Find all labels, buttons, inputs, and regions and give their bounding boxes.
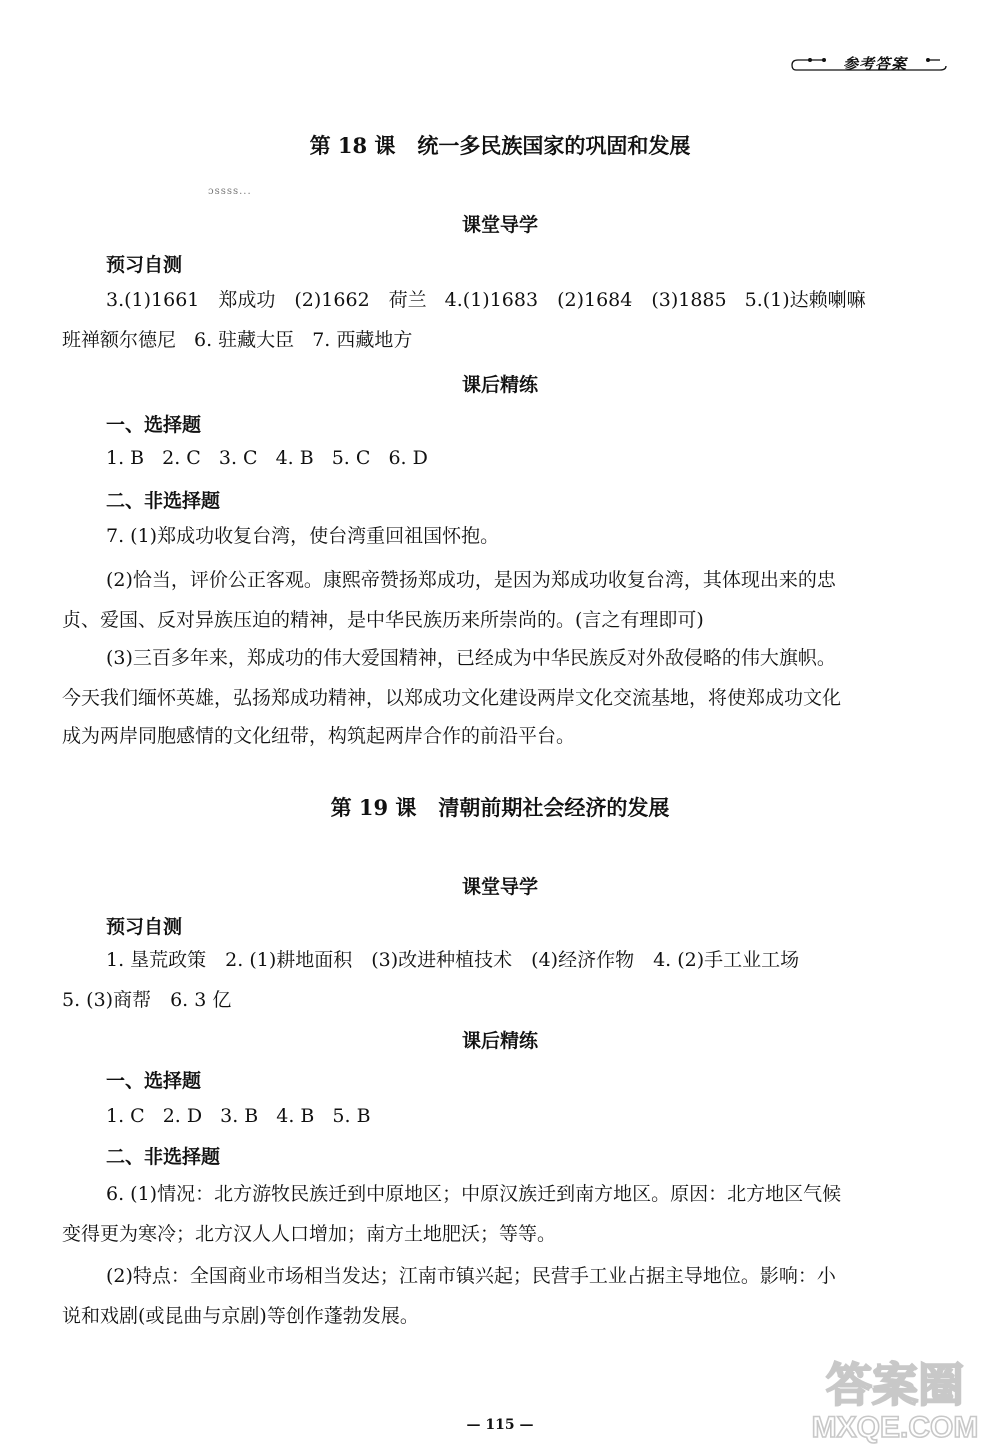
lesson-19-preview-line-2: 5. (3)商帮 6. 3 亿 xyxy=(62,989,232,1011)
lesson-19-q6-part2-line1: (2)特点：全国商业市场相当发达；江南市镇兴起；民营手工业占据主导地位。影响：小 xyxy=(106,1265,836,1287)
badge-label: 参考答案 xyxy=(842,55,907,73)
lesson-18-preview-line-1 xyxy=(106,282,866,319)
choice-answer: 2. C xyxy=(162,447,201,469)
lesson-19-nonchoice-heading: 二、非选择题 xyxy=(106,1146,221,1168)
lesson-18-classroom-heading: 课堂导学 xyxy=(461,214,538,236)
watermark-line-1: 答案圈 xyxy=(826,1359,964,1411)
lesson-19-practice-heading: 课后精练 xyxy=(461,1030,538,1052)
lesson-18-q7-part1: 7. (1)郑成功收复台湾，使台湾重回祖国怀抱。 xyxy=(106,525,500,547)
preview-answer: 4.(1)1683 (2)1684 (3)1885 xyxy=(444,289,727,311)
lesson-19-preview-heading: 预习自测 xyxy=(106,916,183,938)
page-number: — 115 — xyxy=(466,1417,534,1433)
lesson-18-q7-part2-line2: 贞、爱国、反对异族压迫的精神，是中华民族历来所崇尚的。(言之有理即可) xyxy=(62,609,704,631)
lesson-19-number: 第 19 课 xyxy=(330,795,417,820)
lesson-18-preview-heading: 预习自测 xyxy=(106,254,183,276)
lesson-19-title xyxy=(0,792,1000,822)
choice-answer: 3. C xyxy=(218,447,258,469)
lesson-18-nonchoice-heading: 二、非选择题 xyxy=(106,490,221,512)
stray-mark: ɔssss... xyxy=(208,186,252,197)
lesson-19-preview-line-1: 1. 垦荒政策 2. (1)耕地面积 (3)改进种植技术 (4)经济作物 4. (2)手工业工场 xyxy=(106,949,800,971)
lesson-18-preview-line-2 xyxy=(62,322,412,359)
lesson-18-q7-part2-line1: (2)恰当，评价公正客观。康熙帝赞扬郑成功，是因为郑成功收复台湾，其体现出来的忠 xyxy=(106,569,836,591)
lesson-19-q6-part2-line2: 说和戏剧(或昆曲与京剧)等创作蓬勃发展。 xyxy=(62,1305,419,1327)
lesson-19-q6-part1-line2: 变得更为寒冷；北方汉人人口增加；南方土地肥沃；等等。 xyxy=(62,1223,557,1245)
choice-answer: 5. C xyxy=(331,447,371,469)
choice-answer: 4. B xyxy=(275,447,314,469)
choice-answer: 3. B xyxy=(220,1105,259,1127)
preview-answer: 5.(1)达赖喇嘛 xyxy=(744,289,866,311)
choice-answer: 1. C xyxy=(106,1105,145,1127)
choice-answer: 5. B xyxy=(332,1105,371,1127)
watermark-line-2: MXQE.COM xyxy=(811,1411,979,1444)
choice-answer: 4. B xyxy=(276,1105,315,1127)
reference-answer-badge xyxy=(790,50,948,76)
lesson-19-name: 清朝前期社会经济的发展 xyxy=(438,795,670,820)
lesson-19-choice-answers xyxy=(106,1098,371,1135)
choice-answer: 1. B xyxy=(106,447,145,469)
preview-answer: 7. 西藏地方 xyxy=(312,329,413,351)
lesson-19-choice-heading: 一、选择题 xyxy=(106,1070,202,1092)
lesson-18-title xyxy=(0,130,1000,160)
lesson-18-q7-part3-line3: 成为两岸同胞感情的文化纽带，构筑起两岸合作的前沿平台。 xyxy=(62,725,576,747)
preview-answer: 3.(1)1661 郑成功 (2)1662 荷兰 xyxy=(106,289,427,311)
lesson-18-number: 第 18 课 xyxy=(309,133,396,158)
lesson-19-classroom-heading: 课堂导学 xyxy=(461,876,538,898)
lesson-18-q7-part3-line2: 今天我们缅怀英雄，弘扬郑成功精神，以郑成功文化建设两岸文化交流基地，将使郑成功文化 xyxy=(62,687,842,709)
lesson-19-q6-part1-line1: 6. (1)情况：北方游牧民族迁到中原地区；中原汉族迁到南方地区。原因：北方地区气候 xyxy=(106,1183,842,1205)
choice-answer: 2. D xyxy=(162,1105,203,1127)
lesson-18-q7-part3-line1: (3)三百多年来，郑成功的伟大爱国精神，已经成为中华民族反对外敌侵略的伟大旗帜。 xyxy=(106,647,836,669)
lesson-18-choice-heading: 一、选择题 xyxy=(106,414,202,436)
choice-answer: 6. D xyxy=(388,447,428,469)
lesson-18-choice-answers xyxy=(106,440,428,477)
lesson-18-practice-heading: 课后精练 xyxy=(461,374,538,396)
preview-answer: 班禅额尔德尼 xyxy=(62,329,177,351)
preview-answer: 6. 驻藏大臣 xyxy=(194,329,295,351)
lesson-18-name: 统一多民族国家的巩固和发展 xyxy=(417,133,691,158)
